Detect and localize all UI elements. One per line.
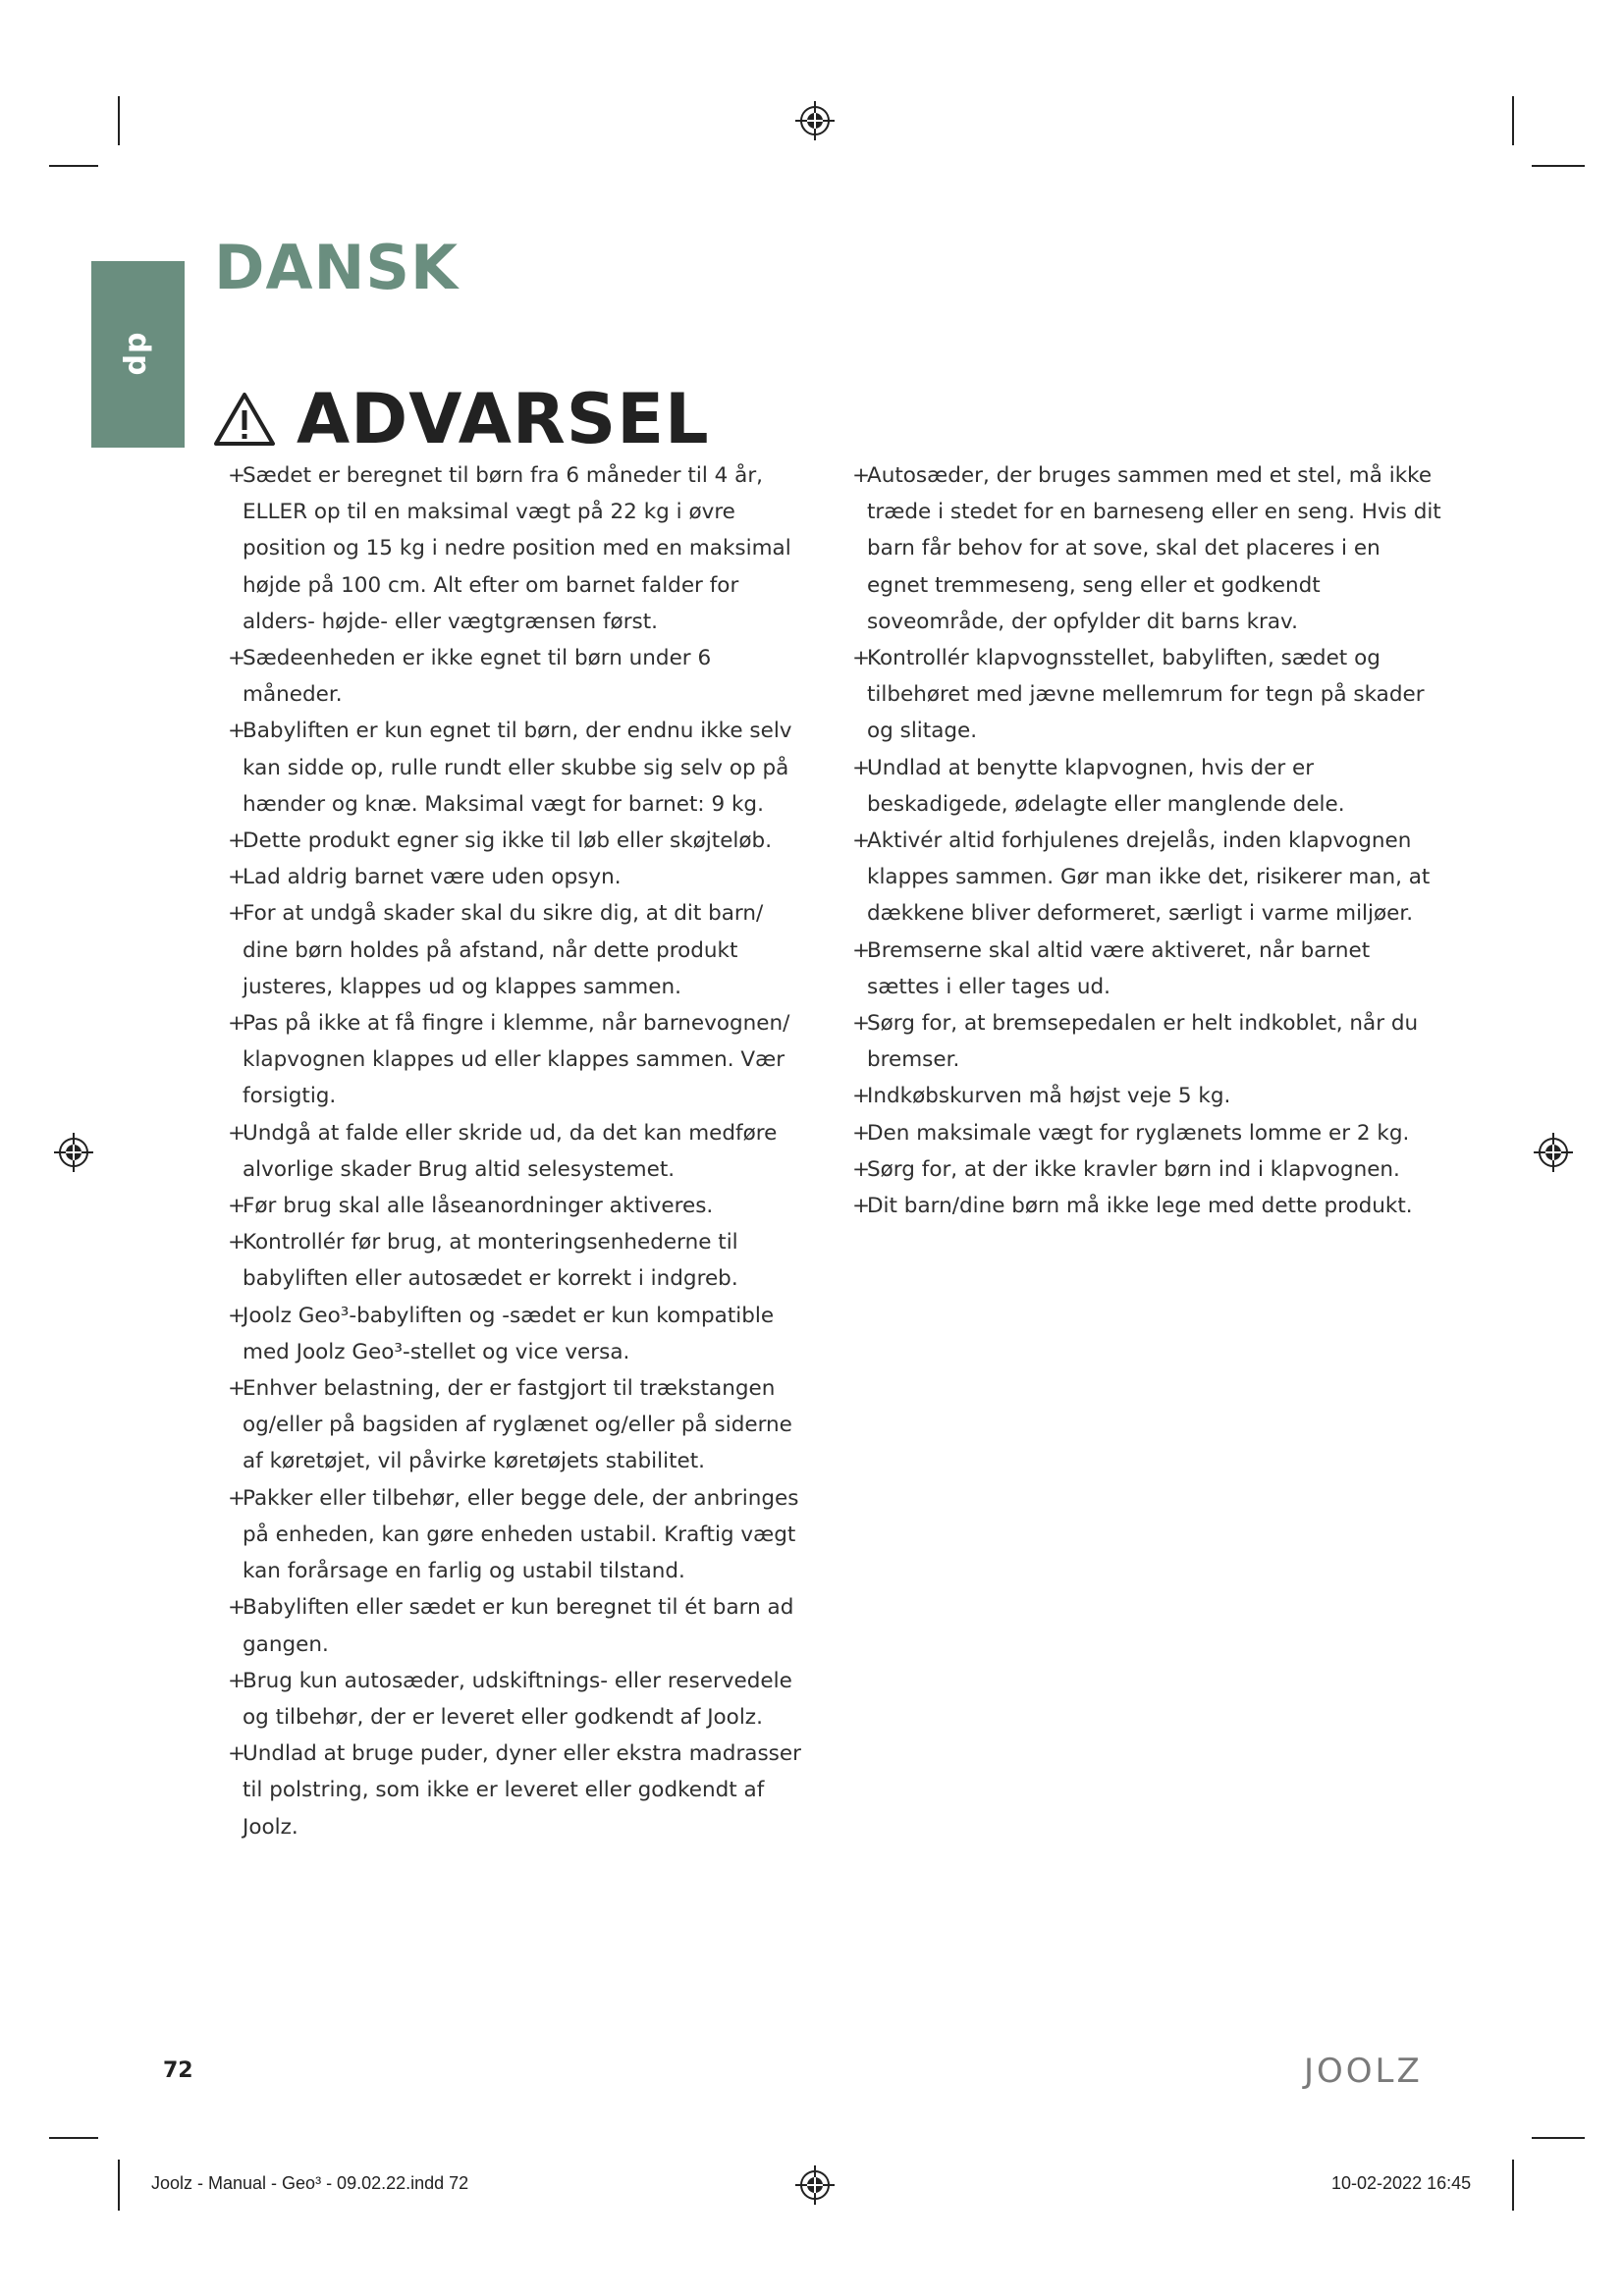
warning-item: [228, 1224, 807, 1297]
warning-item-text: Dit barn/dine børn må ikke lege med dette produkt.: [867, 1194, 1413, 1219]
bullet-plus: +: [228, 463, 246, 488]
warning-item: [228, 823, 807, 859]
warning-item-text: Babyliften eller sædet er kun beregnet til ét barn ad gangen.: [243, 1595, 794, 1657]
bullet-plus: +: [228, 1668, 246, 1693]
bullet-plus: +: [852, 1084, 871, 1109]
warning-item-text: Sørg for, at der ikke kravler børn ind i klapvognen.: [867, 1156, 1400, 1182]
bullet-plus: +: [228, 1485, 246, 1511]
warning-heading: [212, 379, 710, 459]
bullet-plus: +: [852, 1011, 871, 1037]
warning-item-text: Pakker eller tilbehør, eller begge dele, der anbringes på enheden, kan gøre enheden ustabil. Kraftig vægt kan forårsage en farlig og ustabil tilstand.: [243, 1485, 799, 1584]
bullet-plus: +: [852, 828, 871, 854]
warning-item: [852, 823, 1441, 933]
warning-item: [852, 1188, 1441, 1224]
bullet-plus: +: [228, 719, 246, 744]
warning-item: [228, 859, 807, 895]
warning-item-text: Kontrollér før brug, at monteringsenhederne til babyliften eller autosædet er korrekt i indgreb.: [243, 1230, 738, 1292]
registration-mark-icon: [1532, 1131, 1575, 1174]
crop-mark: [49, 165, 98, 167]
warning-item-text: Lad aldrig barnet være uden opsyn.: [243, 865, 622, 890]
warning-item-text: Den maksimale vægt for ryglænets lomme er 2 kg.: [867, 1120, 1410, 1146]
warning-item-text: Kontrollér klapvognsstellet, babyliften, sædet og tilbehøret med jævne mellemrum for tegn på skader og slitage.: [867, 646, 1425, 744]
warning-item-text: Sørg for, at bremsepedalen er helt indkoblet, når du bremser.: [867, 1011, 1419, 1073]
warning-item: [852, 1151, 1441, 1188]
warning-item: [228, 1370, 807, 1480]
warning-item: [852, 1078, 1441, 1114]
warning-title: ADVARSEL: [297, 379, 710, 459]
bullet-plus: +: [228, 865, 246, 890]
print-slug-file: Joolz - Manual - Geo³ - 09.02.22.indd 72: [151, 2173, 469, 2193]
warning-item: [228, 1005, 807, 1115]
warning-item: [228, 1188, 807, 1224]
warning-item: [228, 1663, 807, 1735]
bullet-plus: +: [228, 646, 246, 671]
warning-item: [852, 1115, 1441, 1151]
registration-mark-icon: [793, 99, 837, 142]
language-side-tab: [91, 261, 185, 448]
warning-item-text: For at undgå skader skal du sikre dig, at dit barn/ dine børn holdes på afstand, når dette produkt justeres, klappes ud og klappes sammen.: [243, 901, 764, 999]
bullet-plus: +: [228, 1303, 246, 1328]
warning-item: [852, 640, 1441, 750]
crop-mark: [49, 2137, 98, 2139]
crop-mark: [1512, 2160, 1514, 2211]
warning-item: [228, 895, 807, 1005]
crop-mark: [118, 2160, 120, 2211]
warning-item: [228, 1589, 807, 1662]
warning-triangle-icon: [212, 391, 277, 448]
registration-mark-icon: [793, 2163, 837, 2207]
bullet-plus: +: [852, 1156, 871, 1182]
bullet-plus: +: [228, 1595, 246, 1621]
warning-item-text: Autosæder, der bruges sammen med et stel, må ikke træde i stedet for en barneseng eller en seng. Hvis dit barn får behov for at sove, skal det placeres i en egnet tremmeseng, seng eller et godkendt soveområde, der opfylder dit barns krav.: [867, 463, 1441, 634]
warning-item-text: Før brug skal alle låseanordninger aktiveres.: [243, 1194, 714, 1219]
warning-item-text: Sædeenheden er ikke egnet til børn under 6 måneder.: [243, 646, 712, 708]
bullet-plus: +: [228, 828, 246, 854]
bullet-plus: +: [228, 1741, 246, 1767]
warning-item: [228, 457, 807, 640]
warning-item-text: Indkøbskurven må højst veje 5 kg.: [867, 1084, 1231, 1109]
warning-item: [852, 457, 1441, 640]
warnings-right-column: [852, 457, 1441, 1224]
warning-item: [228, 713, 807, 823]
warning-item-text: Enhver belastning, der er fastgjort til trækstangen og/eller på bagsiden af ryglænet og/eller på siderne af køretøjet, vil påvirke køretøjets stabilitet.: [243, 1376, 792, 1474]
bullet-plus: +: [852, 937, 871, 963]
warning-item-text: Babyliften er kun egnet til børn, der endnu ikke selv kan sidde op, rulle rundt eller skubbe sig selv op på hænder og knæ. Maksimal vægt for barnet: 9 kg.: [243, 719, 792, 817]
warning-list-right: [852, 457, 1441, 1224]
language-title: DANSK: [214, 232, 460, 303]
bullet-plus: +: [228, 1194, 246, 1219]
warning-list-left: [228, 457, 807, 1845]
warning-item: [852, 750, 1441, 823]
warning-item-text: Undgå at falde eller skride ud, da det kan medføre alvorlige skader Brug altid selesystemet.: [243, 1120, 778, 1182]
warnings-left-column: [228, 457, 807, 1845]
bullet-plus: +: [228, 1230, 246, 1255]
warning-item-text: Brug kun autosæder, udskiftnings- eller reservedele og tilbehør, der er leveret eller godkendt af Joolz.: [243, 1668, 792, 1730]
crop-mark: [1512, 96, 1514, 145]
bullet-plus: +: [852, 463, 871, 488]
page-number: 72: [163, 2058, 193, 2083]
warning-item-text: Undlad at benytte klapvognen, hvis der er beskadigede, ødelagte eller manglende dele.: [867, 755, 1345, 817]
crop-mark: [118, 96, 120, 145]
warning-item-text: Bremserne skal altid være aktiveret, når barnet sættes i eller tages ud.: [867, 937, 1371, 999]
crop-mark: [1532, 2137, 1585, 2139]
bullet-plus: +: [228, 1120, 246, 1146]
side-tab-label: dp: [121, 332, 155, 377]
warning-item-text: Aktivér altid forhjulenes drejelås, inden klapvognen klappes sammen. Gør man ikke det, risikerer man, at dækkene bliver deformeret, særligt i varme miljøer.: [867, 828, 1431, 927]
warning-item-text: Pas på ikke at få fingre i klemme, når barnevognen/ klapvognen klappes ud eller klappes sammen. Vær forsigtig.: [243, 1011, 790, 1109]
bullet-plus: +: [852, 646, 871, 671]
warning-item: [228, 1298, 807, 1370]
warning-item: [228, 1115, 807, 1188]
warning-item-text: Dette produkt egner sig ikke til løb eller skøjteløb.: [243, 828, 773, 854]
warning-item: [228, 1735, 807, 1845]
warning-item: [852, 933, 1441, 1005]
bullet-plus: +: [228, 901, 246, 927]
print-slug-date: 10-02-2022 16:45: [1331, 2173, 1472, 2193]
bullet-plus: +: [852, 755, 871, 780]
bullet-plus: +: [228, 1011, 246, 1037]
joolz-logo: JOOLZ: [1304, 2052, 1423, 2091]
warning-item: [228, 1480, 807, 1590]
crop-mark: [1532, 165, 1585, 167]
bullet-plus: +: [228, 1376, 246, 1402]
warning-item: [852, 1005, 1441, 1078]
bullet-plus: +: [852, 1120, 871, 1146]
warning-item-text: Sædet er beregnet til børn fra 6 måneder til 4 år, ELLER op til en maksimal vægt på 22 kg i øvre position og 15 kg i nedre position med en maksimal højde på 100 cm. Alt efter om barnet falder for alders- højde- eller vægtgrænsen først.: [243, 463, 791, 634]
warning-item-text: Joolz Geo³-babyliften og -sædet er kun kompatible med Joolz Geo³-stellet og vice versa.: [243, 1303, 775, 1364]
bullet-plus: +: [852, 1194, 871, 1219]
warning-item: [228, 640, 807, 713]
warning-item-text: Undlad at bruge puder, dyner eller ekstra madrasser til polstring, som ikke er leveret eller godkendt af Joolz.: [243, 1741, 801, 1840]
registration-mark-icon: [52, 1131, 95, 1174]
